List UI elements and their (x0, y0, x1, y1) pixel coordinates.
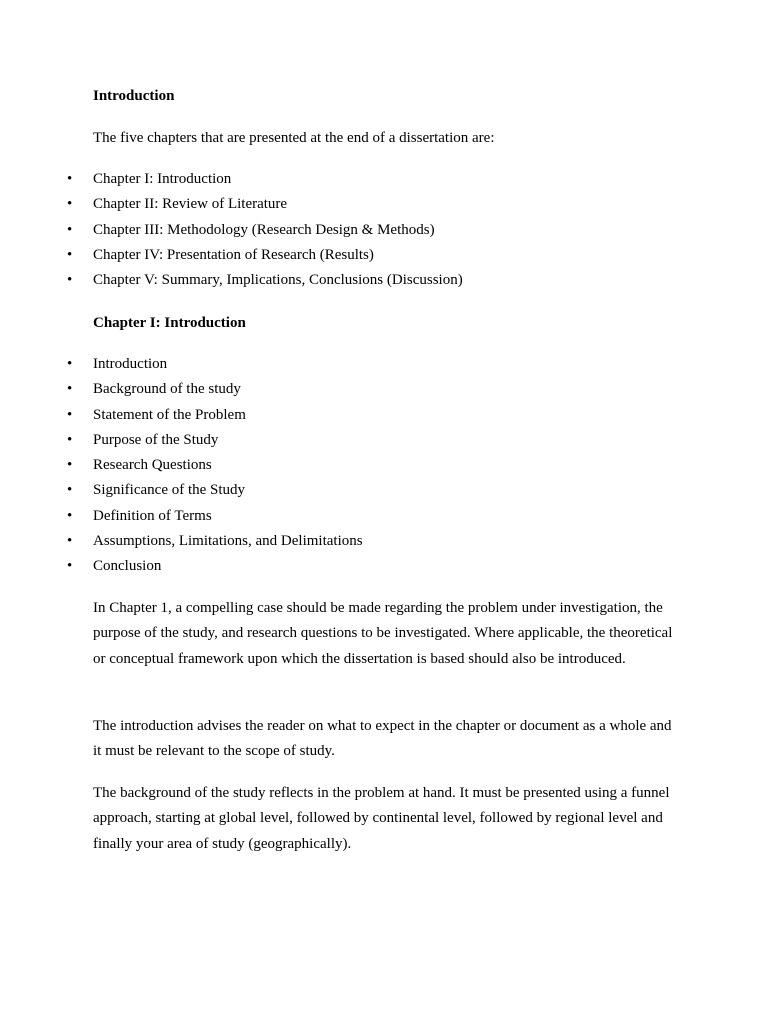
list-item (0, 529, 700, 554)
section-item-label: Background of the study (93, 381, 241, 398)
introduction-heading: Introduction (93, 88, 175, 104)
list-item (0, 478, 700, 503)
section-item-label: Statement of the Problem (93, 406, 246, 423)
section-item-label: Assumptions, Limitations, and Delimitations (93, 533, 363, 550)
bullet-icon: • (67, 381, 73, 398)
section-item-label: Significance of the Study (93, 482, 246, 499)
chapter1-heading: Chapter I: Introduction (93, 315, 246, 331)
section-item-label: Conclusion (93, 558, 162, 575)
bullet-icon: • (67, 171, 73, 187)
list-item (0, 403, 700, 428)
chapter-item-label: Chapter II: Review of Literature (93, 196, 288, 213)
list-item (0, 554, 700, 579)
paragraph-background: The background of the study reflects in the problem at hand. It must be presented using a funnel approach, starting at global level, followed by continental level, followed by regional level and finally your area of study (geographically). (93, 785, 670, 852)
chapter-item-label: Chapter III: Methodology (Research Design & Methods) (93, 221, 435, 238)
bullet-icon: • (67, 533, 73, 550)
list-item (0, 243, 700, 268)
list-item (0, 352, 700, 377)
paragraph-chapter1-case: In Chapter 1, a compelling case should be made regarding the problem under investigation, the purpose of the study, and research questions to be investigated. Where applicable, the theoretical or conceptual framework upon which the dissertation is based should also be introduced. (93, 600, 673, 667)
paragraph-introduction-purpose: The introduction advises the reader on what to expect in the chapter or document as a whole and it must be relevant to the scope of study. (93, 718, 672, 760)
bullet-icon: • (67, 246, 73, 263)
chapter1-section-list (0, 352, 700, 580)
bullet-icon: • (67, 406, 73, 423)
list-item (0, 453, 700, 478)
bullet-icon: • (67, 457, 73, 474)
bullet-icon: • (67, 356, 73, 372)
chapter-item-label: Chapter IV: Presentation of Research (Results) (93, 246, 374, 263)
bullet-icon: • (67, 272, 73, 289)
list-item (0, 428, 700, 453)
bullet-icon: • (67, 558, 73, 575)
section-item-label: Purpose of the Study (93, 431, 219, 448)
list-item (0, 218, 700, 243)
section-item-label: Definition of Terms (93, 507, 212, 524)
bullet-icon: • (67, 482, 73, 499)
bullet-icon: • (67, 507, 73, 524)
section-item-label: Introduction (93, 356, 168, 372)
introduction-text: The five chapters that are presented at the end of a dissertation are: (93, 130, 495, 146)
chapter-item-label: Chapter V: Summary, Implications, Conclusions (Discussion) (93, 272, 463, 289)
list-item (0, 268, 700, 293)
section-item-label: Research Questions (93, 457, 212, 474)
list-item (0, 504, 700, 529)
bullet-icon: • (67, 196, 73, 213)
bullet-icon: • (67, 221, 73, 238)
bullet-icon: • (67, 431, 73, 448)
list-item (0, 167, 700, 192)
list-item (0, 192, 700, 217)
chapter-item-label: Chapter I: Introduction (93, 171, 232, 187)
chapter-list (0, 167, 700, 293)
list-item (0, 377, 700, 402)
